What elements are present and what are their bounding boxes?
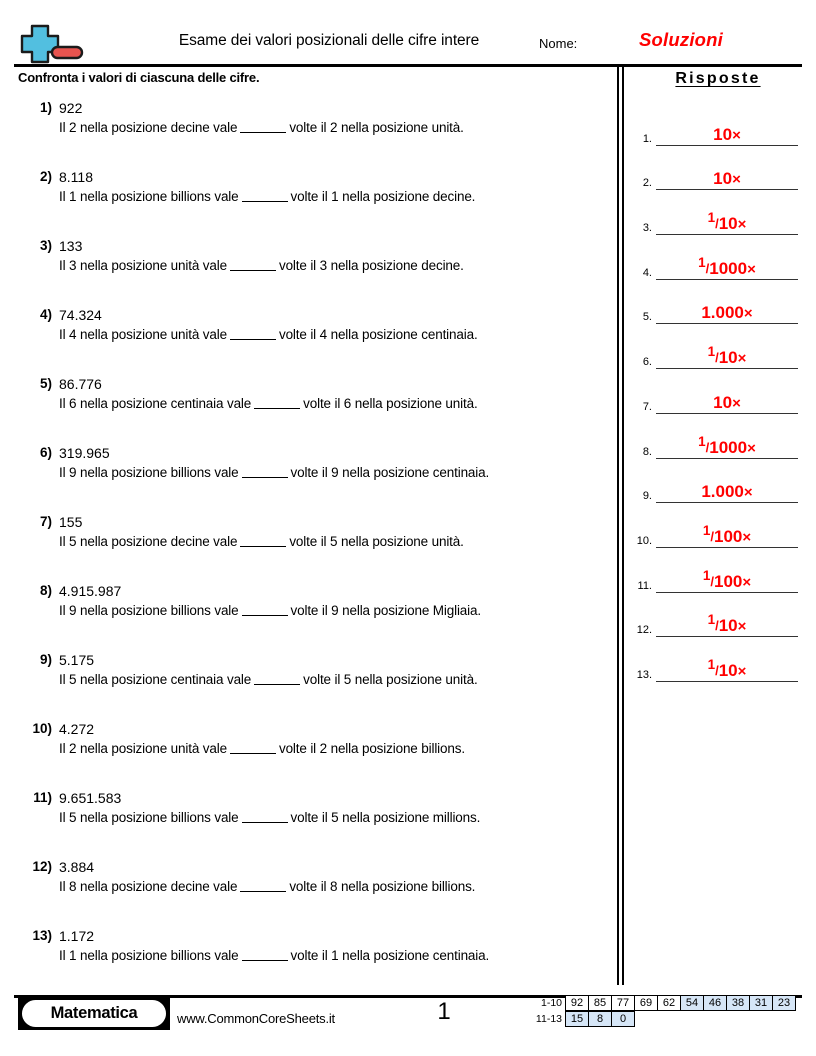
question-item — [18, 650, 608, 719]
answer-row — [630, 417, 805, 462]
question-item — [18, 719, 608, 788]
answer-value — [656, 435, 798, 456]
answer-number: 11. — [637, 579, 652, 592]
question-text — [59, 810, 480, 825]
question-text-post: volte il 1 nella posizione centinaia. — [290, 948, 490, 963]
answer-blank[interactable] — [242, 201, 288, 202]
question-item — [18, 167, 608, 236]
answer-row — [630, 551, 805, 596]
answer-denominator: 10 — [718, 214, 738, 234]
question-text-pre: Il 6 nella posizione centinaia vale — [59, 396, 252, 411]
answer-numerator: 1 — [707, 210, 716, 226]
answer-blank[interactable] — [240, 546, 286, 547]
answer-value — [656, 658, 798, 679]
question-value: 5.175 — [59, 652, 95, 668]
multiply-sign: × — [732, 394, 741, 412]
divider-line-right — [622, 66, 624, 985]
multiply-sign: × — [737, 216, 747, 234]
brand-badge — [18, 997, 170, 1030]
grading-scale-cell: 62 — [657, 995, 681, 1011]
question-number: 8) — [39, 583, 52, 598]
answer-value — [656, 390, 798, 411]
answer-numerator: 1 — [698, 254, 706, 270]
answer-row — [630, 104, 805, 149]
question-text — [59, 741, 465, 756]
answer-row — [630, 596, 805, 641]
grading-scale-cell: 23 — [772, 995, 796, 1011]
question-text — [59, 672, 478, 687]
answer-value — [656, 479, 798, 500]
answer-blank[interactable] — [242, 960, 288, 961]
question-text-post: volte il 9 nella posizione Migliaia. — [290, 603, 481, 618]
instructions-text: Confronta i valori di ciascuna delle cifre. — [18, 70, 260, 85]
question-value: 4.915.987 — [59, 583, 122, 599]
answer-number: 12. — [636, 624, 652, 637]
question-value: 319.965 — [59, 445, 110, 461]
question-text-pre: Il 9 nella posizione billions vale — [59, 603, 239, 618]
page-header — [14, 16, 802, 64]
answer-number: 10. — [636, 534, 652, 547]
question-item — [18, 926, 608, 995]
answer-numerator: 1 — [702, 567, 711, 583]
question-number: 12) — [32, 859, 52, 874]
name-value: Soluzioni — [639, 29, 724, 50]
question-text-pre: Il 5 nella posizione centinaia vale — [59, 672, 252, 687]
question-text — [59, 603, 481, 618]
grading-scale-cell: 38 — [726, 995, 750, 1011]
question-text-pre: Il 5 nella posizione decine vale — [59, 534, 238, 549]
multiply-sign: × — [737, 662, 747, 680]
answer-denominator: 100 — [714, 526, 743, 546]
page-title: Esame dei valori posizionali delle cifre intere — [178, 32, 480, 49]
page-number: 1 — [437, 998, 451, 1025]
answer-slash: / — [710, 573, 714, 589]
answer-row — [630, 506, 805, 551]
answer-slash: / — [710, 528, 714, 544]
header-divider — [14, 64, 802, 67]
question-item — [18, 512, 608, 581]
grading-scale-cell: 69 — [634, 995, 658, 1011]
question-item — [18, 443, 608, 512]
answer-denominator: 10 — [718, 616, 738, 636]
question-value: 86.776 — [59, 376, 102, 392]
question-text-post: volte il 9 nella posizione centinaia. — [290, 465, 490, 480]
question-item — [18, 98, 608, 167]
answer-denominator: 1000 — [709, 258, 748, 278]
answer-denominator: 1000 — [709, 437, 748, 457]
question-value: 133 — [59, 238, 83, 254]
answer-underline — [656, 592, 798, 593]
answer-value — [656, 345, 798, 366]
answer-denominator: 100 — [714, 571, 743, 591]
grading-scale-cell: 15 — [565, 1011, 589, 1027]
grading-scale-cell: 31 — [749, 995, 773, 1011]
question-value: 4.272 — [59, 721, 95, 737]
grading-scale — [527, 995, 796, 1027]
answer-blank[interactable] — [230, 270, 276, 271]
answer-denominator: 1.000 — [701, 303, 744, 323]
question-item — [18, 788, 608, 857]
answer-underline — [656, 413, 798, 414]
answer-blank[interactable] — [242, 615, 288, 616]
question-value: 155 — [59, 514, 83, 530]
answers-heading: Risposte — [675, 70, 761, 87]
question-number: 4) — [39, 307, 52, 322]
question-number: 2) — [39, 169, 52, 184]
grading-scale-cell: 8 — [588, 1011, 612, 1027]
answer-denominator: 1.000 — [701, 482, 744, 502]
name-label: Nome: — [539, 36, 578, 51]
answer-value — [656, 166, 798, 187]
question-item — [18, 857, 608, 926]
grading-scale-cell: 54 — [680, 995, 704, 1011]
answer-value — [656, 613, 798, 634]
answer-number: 9. — [642, 490, 652, 503]
answer-number: 4. — [642, 266, 652, 279]
answer-underline — [656, 636, 798, 637]
answer-numerator: 1 — [698, 433, 706, 449]
answer-numerator: 1 — [702, 522, 711, 538]
answer-underline — [656, 502, 798, 503]
question-text — [59, 879, 475, 894]
question-text-pre: Il 8 nella posizione decine vale — [59, 879, 238, 894]
answer-row — [630, 372, 805, 417]
answer-value — [656, 569, 798, 590]
question-text-post: volte il 8 nella posizione billions. — [289, 879, 476, 894]
answer-slash: / — [715, 618, 719, 634]
question-text-pre: Il 1 nella posizione billions vale — [59, 948, 239, 963]
question-number: 11) — [33, 790, 52, 805]
answer-number: 6. — [642, 356, 652, 369]
answer-value — [656, 122, 798, 143]
answer-value — [656, 300, 798, 321]
question-value: 74.324 — [59, 307, 102, 323]
answer-slash: / — [705, 439, 710, 455]
question-number: 13) — [32, 928, 52, 943]
answer-blank[interactable] — [240, 132, 286, 133]
answer-row — [630, 327, 805, 372]
question-value: 1.172 — [59, 928, 95, 944]
question-value: 922 — [59, 100, 83, 116]
question-text-post: volte il 6 nella posizione unità. — [303, 396, 478, 411]
multiply-sign: × — [732, 126, 741, 144]
question-text — [59, 189, 475, 204]
question-text-post: volte il 3 nella posizione decine. — [278, 258, 464, 273]
answer-value — [656, 211, 798, 232]
multiply-sign: × — [742, 573, 752, 591]
question-item — [18, 236, 608, 305]
question-text — [59, 534, 464, 549]
divider-line-left — [617, 66, 619, 985]
question-text-post: volte il 2 nella posizione unità. — [289, 120, 464, 135]
answer-slash: / — [705, 260, 710, 276]
answer-blank[interactable] — [242, 477, 288, 478]
answer-number: 8. — [642, 445, 652, 458]
answer-number: 7. — [642, 400, 652, 413]
answer-number: 2. — [642, 177, 652, 190]
answer-number: 3. — [642, 222, 652, 235]
question-text-pre: Il 4 nella posizione unità vale — [59, 327, 227, 342]
question-text — [59, 948, 489, 963]
grading-scale-cell: 92 — [565, 995, 589, 1011]
question-text-pre: Il 1 nella posizione billions vale — [59, 189, 239, 204]
multiply-sign: × — [737, 618, 747, 636]
question-item — [18, 374, 608, 443]
question-number: 5) — [39, 376, 52, 391]
answer-blank[interactable] — [240, 891, 286, 892]
answer-denominator: 10 — [718, 660, 738, 680]
multiply-sign: × — [743, 484, 753, 502]
answer-numerator: 1 — [707, 656, 716, 672]
answer-row — [630, 283, 805, 328]
question-item — [18, 581, 608, 650]
question-text-post: volte il 1 nella posizione decine. — [290, 189, 476, 204]
answer-underline — [656, 189, 798, 190]
question-text — [59, 465, 489, 480]
answer-blank[interactable] — [242, 822, 288, 823]
question-text-post: volte il 4 nella posizione centinaia. — [278, 327, 478, 342]
question-text — [59, 327, 478, 342]
question-text-post: volte il 5 nella posizione unità. — [289, 534, 464, 549]
answer-numerator: 1 — [707, 344, 716, 360]
question-number: 6) — [39, 445, 52, 460]
answer-underline — [656, 547, 798, 548]
answer-slash: / — [715, 662, 719, 678]
questions-list — [18, 98, 608, 995]
answer-row — [630, 640, 805, 685]
question-value: 8.118 — [59, 169, 93, 185]
answer-number: 13. — [636, 668, 652, 681]
answer-underline — [656, 681, 798, 682]
answer-row — [630, 462, 805, 507]
site-url[interactable]: www.CommonCoreSheets.it — [177, 1011, 335, 1026]
grading-scale-row — [527, 995, 796, 1011]
brand-oval — [22, 1000, 166, 1027]
question-text-post: volte il 2 nella posizione billions. — [278, 741, 465, 756]
question-text — [59, 396, 478, 411]
answer-underline — [656, 145, 798, 146]
plus-minus-icon — [14, 16, 94, 64]
answer-denominator: 10 — [718, 348, 738, 368]
question-text-pre: Il 3 nella posizione unità vale — [59, 258, 227, 273]
grading-scale-range: 1-10 — [540, 997, 562, 1009]
question-value: 3.884 — [59, 859, 95, 875]
multiply-sign: × — [742, 528, 752, 546]
multiply-sign: × — [732, 171, 741, 189]
question-number: 9) — [39, 652, 52, 667]
question-text — [59, 258, 464, 273]
question-text-pre: Il 5 nella posizione billions vale — [59, 810, 239, 825]
question-number: 3) — [39, 238, 52, 253]
answer-denominator: 10 — [713, 392, 733, 412]
answer-underline — [656, 234, 798, 235]
question-text-pre: Il 2 nella posizione unità vale — [59, 741, 227, 756]
answer-row — [630, 238, 805, 283]
question-text-post: volte il 5 nella posizione millions. — [290, 810, 481, 825]
question-text-pre: Il 2 nella posizione decine vale — [59, 120, 238, 135]
answer-underline — [656, 458, 798, 459]
brand-label: Matematica — [50, 1004, 138, 1022]
question-number: 1) — [39, 100, 52, 115]
answer-blank[interactable] — [230, 339, 276, 340]
question-number: 7) — [39, 514, 52, 529]
question-value: 9.651.583 — [59, 790, 122, 806]
grading-scale-cell: 77 — [611, 995, 635, 1011]
grading-scale-cell: 0 — [611, 1011, 635, 1027]
answer-underline — [656, 368, 798, 369]
question-number: 10) — [32, 721, 52, 736]
answer-denominator: 10 — [713, 169, 733, 189]
answer-blank[interactable] — [254, 408, 300, 409]
answers-list — [630, 104, 805, 685]
answer-slash: / — [715, 350, 719, 366]
answer-number: 1. — [642, 132, 652, 145]
multiply-sign: × — [743, 305, 753, 323]
answer-number: 5. — [642, 311, 652, 324]
answer-denominator: 10 — [713, 124, 733, 144]
answer-row — [630, 149, 805, 194]
grading-scale-cell: 85 — [588, 995, 612, 1011]
grading-scale-cell: 46 — [703, 995, 727, 1011]
answer-slash: / — [715, 216, 719, 232]
answer-underline — [656, 323, 798, 324]
answer-blank[interactable] — [254, 684, 300, 685]
answer-blank[interactable] — [230, 753, 276, 754]
grading-scale-range: 11-13 — [535, 1013, 562, 1025]
question-text-pre: Il 9 nella posizione billions vale — [59, 465, 239, 480]
question-text-post: volte il 5 nella posizione unità. — [303, 672, 478, 687]
answer-underline — [656, 279, 798, 280]
multiply-sign: × — [747, 439, 756, 457]
column-divider — [617, 66, 625, 985]
answer-value — [656, 256, 798, 277]
multiply-sign: × — [737, 350, 747, 368]
answer-row — [630, 193, 805, 238]
question-item — [18, 305, 608, 374]
answer-value — [656, 524, 798, 545]
multiply-sign: × — [747, 260, 756, 278]
grading-scale-row — [527, 1011, 796, 1027]
answer-numerator: 1 — [707, 612, 716, 628]
question-text — [59, 120, 464, 135]
